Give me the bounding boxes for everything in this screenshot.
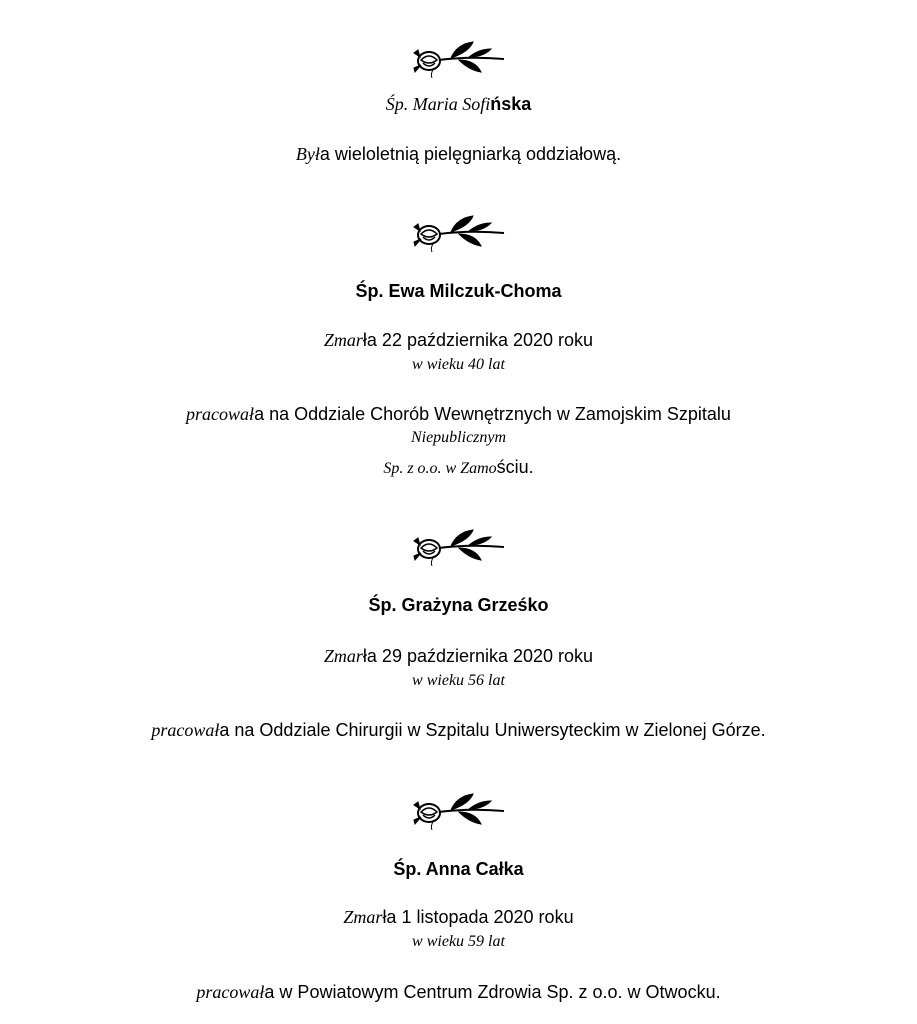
- work-text: a w Powiatowym Centrum Zdrowia Sp. z o.o. w Otwocku.: [264, 982, 721, 1002]
- name-bold-part: ńska: [490, 94, 532, 114]
- work3-script-part: Sp. z o.o. w Zamo: [383, 460, 497, 477]
- workplace-line3: [0, 458, 917, 477]
- died-script-part: Zmar: [343, 907, 383, 927]
- died-text: ła 1 listopada 2020 roku: [382, 907, 574, 927]
- work-text: a na Oddziale Chorób Wewnętrznych w Zamojskim Szpitalu: [254, 404, 731, 424]
- entry-name: Śp. Anna Całka: [393, 859, 524, 879]
- died-script-part: Zmar: [323, 646, 363, 666]
- age: w wieku 40 lat: [412, 356, 505, 373]
- workplace: [0, 405, 917, 424]
- death-date: [0, 647, 917, 666]
- entry-description: [0, 145, 917, 164]
- death-date: [0, 908, 917, 927]
- age: w wieku 59 lat: [412, 933, 505, 950]
- desc-script-part: Był: [295, 144, 320, 164]
- workplace: [0, 983, 917, 1002]
- work-script-part: pracował: [151, 720, 220, 740]
- rose-icon: [409, 212, 509, 254]
- name-script-part: Śp. Maria Sofi: [385, 94, 491, 114]
- work-script-part: pracował: [196, 982, 265, 1002]
- died-text: ła 29 października 2020 roku: [362, 646, 594, 666]
- age: w wieku 56 lat: [412, 672, 505, 689]
- workplace-line2: Niepublicznym: [410, 429, 507, 446]
- desc-text: a wieloletnią pielęgniarką oddziałową.: [319, 144, 622, 164]
- rose-icon: [409, 38, 509, 80]
- died-script-part: Zmar: [323, 330, 363, 350]
- work-script-part: pracował: [186, 404, 255, 424]
- death-date: [0, 331, 917, 350]
- workplace: [0, 721, 917, 740]
- entry-name: Śp. Grażyna Grześko: [368, 595, 549, 615]
- entry-name: Śp. Ewa Milczuk-Choma: [355, 281, 562, 301]
- died-text: ła 22 października 2020 roku: [362, 330, 594, 350]
- work3-text: ściu.: [496, 457, 534, 477]
- rose-icon: [409, 790, 509, 832]
- entry-name: [0, 95, 917, 114]
- rose-icon: [409, 526, 509, 568]
- work-text: a na Oddziale Chirurgii w Szpitalu Uniwersyteckim w Zielonej Górze.: [219, 720, 766, 740]
